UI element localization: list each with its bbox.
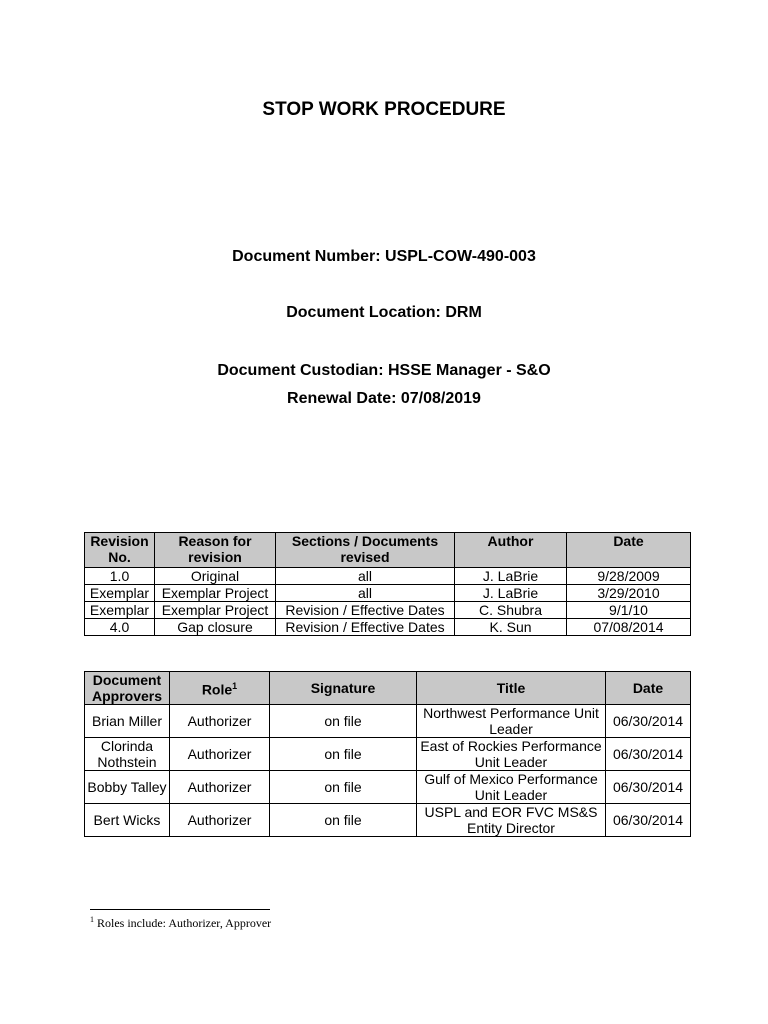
footnote bbox=[90, 915, 271, 931]
document-title: STOP WORK PROCEDURE bbox=[262, 99, 506, 120]
author: K. Sun bbox=[455, 619, 567, 636]
author: J. LaBrie bbox=[455, 568, 567, 585]
table-row bbox=[85, 585, 691, 602]
header-title: Title bbox=[417, 672, 606, 705]
header-reason: Reason for revision bbox=[155, 533, 276, 568]
header-revision-no: Revision No. bbox=[85, 533, 155, 568]
header-sections: Sections / Documents revised bbox=[276, 533, 455, 568]
approver-name: Bobby Talley bbox=[85, 771, 170, 804]
reason: Exemplar Project bbox=[155, 602, 276, 619]
header-signature: Signature bbox=[270, 672, 417, 705]
header-author: Author bbox=[455, 533, 567, 568]
approver-signature: on file bbox=[270, 771, 417, 804]
document-number: Document Number: USPL-COW-490-003 bbox=[232, 248, 536, 265]
approver-signature: on file bbox=[270, 804, 417, 837]
approver-role: Authorizer bbox=[170, 771, 270, 804]
approver-signature: on file bbox=[270, 738, 417, 771]
author: J. LaBrie bbox=[455, 585, 567, 602]
table-row bbox=[85, 602, 691, 619]
author: C. Shubra bbox=[455, 602, 567, 619]
header-date: Date bbox=[606, 672, 691, 705]
table-row bbox=[85, 619, 691, 636]
approver-name: Bert Wicks bbox=[85, 804, 170, 837]
approver-role: Authorizer bbox=[170, 804, 270, 837]
revision-no: Exemplar bbox=[85, 585, 155, 602]
approver-role: Authorizer bbox=[170, 705, 270, 738]
approver-name: Brian Miller bbox=[85, 705, 170, 738]
reason: Exemplar Project bbox=[155, 585, 276, 602]
approver-title: USPL and EOR FVC MS&S Entity Director bbox=[417, 804, 606, 837]
header-date: Date bbox=[567, 533, 691, 568]
footnote-number: 1 bbox=[90, 915, 94, 924]
table-row bbox=[85, 804, 691, 837]
revision-no: Exemplar bbox=[85, 602, 155, 619]
approver-date: 06/30/2014 bbox=[606, 804, 691, 837]
approver-date: 06/30/2014 bbox=[606, 738, 691, 771]
reason: Gap closure bbox=[155, 619, 276, 636]
revision-no: 1.0 bbox=[85, 568, 155, 585]
date: 3/29/2010 bbox=[567, 585, 691, 602]
document-location: Document Location: DRM bbox=[286, 304, 482, 321]
renewal-date: Renewal Date: 07/08/2019 bbox=[287, 390, 481, 407]
approver-role: Authorizer bbox=[170, 738, 270, 771]
approver-date: 06/30/2014 bbox=[606, 771, 691, 804]
approver-title: East of Rockies Performance Unit Leader bbox=[417, 738, 606, 771]
approver-date: 06/30/2014 bbox=[606, 705, 691, 738]
document-custodian: Document Custodian: HSSE Manager - S&O bbox=[217, 362, 551, 379]
sections: all bbox=[276, 568, 455, 585]
header-approvers: Document Approvers bbox=[85, 672, 170, 705]
approver-title: Gulf of Mexico Performance Unit Leader bbox=[417, 771, 606, 804]
date: 9/28/2009 bbox=[567, 568, 691, 585]
approvers-table-header bbox=[85, 672, 691, 705]
reason: Original bbox=[155, 568, 276, 585]
sections: Revision / Effective Dates bbox=[276, 619, 455, 636]
footnote-marker: 1 bbox=[232, 681, 238, 692]
sections: all bbox=[276, 585, 455, 602]
approvers-table bbox=[84, 671, 691, 837]
table-row bbox=[85, 738, 691, 771]
revision-no: 4.0 bbox=[85, 619, 155, 636]
approver-name: Clorinda Nothstein bbox=[85, 738, 170, 771]
table-row bbox=[85, 771, 691, 804]
table-row bbox=[85, 568, 691, 585]
date: 9/1/10 bbox=[567, 602, 691, 619]
approver-signature: on file bbox=[270, 705, 417, 738]
footnote-text: Roles include: Authorizer, Approver bbox=[94, 916, 272, 930]
header-role-label: Role bbox=[201, 681, 233, 698]
approver-title: Northwest Performance Unit Leader bbox=[417, 705, 606, 738]
date: 07/08/2014 bbox=[567, 619, 691, 636]
table-row bbox=[85, 705, 691, 738]
revision-table bbox=[84, 532, 691, 636]
header-role bbox=[170, 672, 270, 705]
footnote-divider bbox=[90, 909, 270, 910]
sections: Revision / Effective Dates bbox=[276, 602, 455, 619]
revision-table-header bbox=[85, 533, 691, 568]
